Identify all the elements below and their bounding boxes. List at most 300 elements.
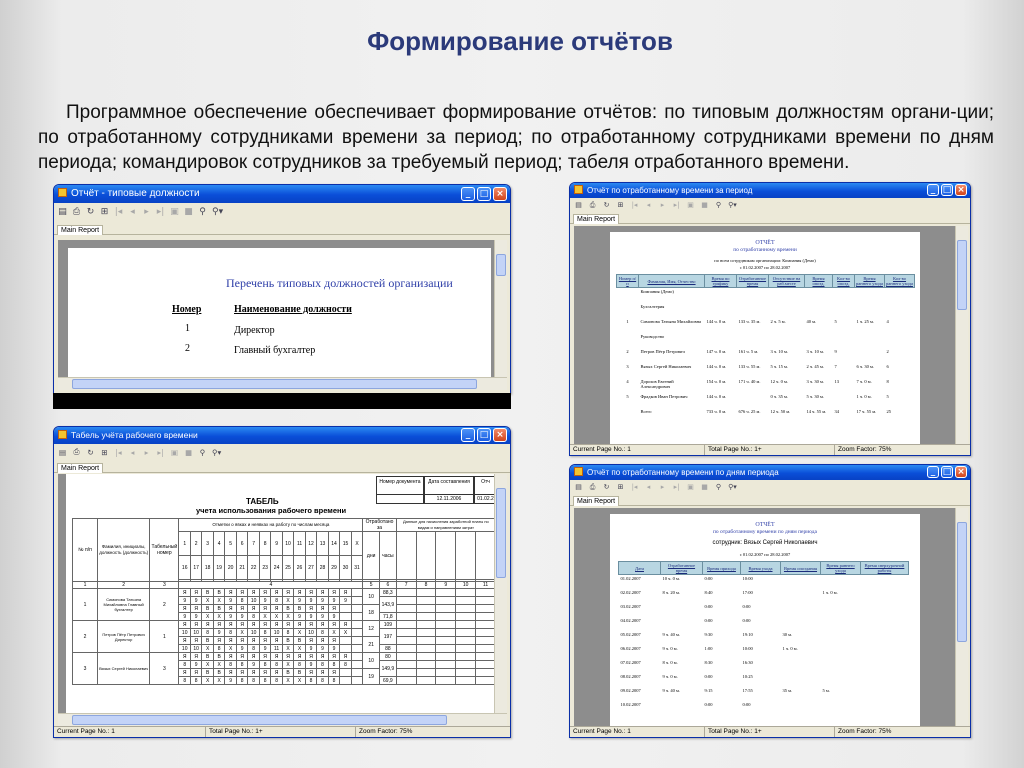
table-cell <box>821 603 861 617</box>
column-header: Время раннего ухода <box>821 562 861 575</box>
table-cell: 03.02.2007 <box>620 603 641 609</box>
day-mark: Я <box>271 637 282 645</box>
day-mark: Х <box>294 629 305 637</box>
day-number: 7 <box>248 532 259 556</box>
column-header: Кол-во раннего ухода <box>886 276 913 286</box>
timesheet-person-row <box>73 589 496 597</box>
table-cell: 10:00 <box>742 576 753 581</box>
day-mark: Я <box>305 637 316 645</box>
hours-worked: 88 <box>380 645 397 653</box>
goto-page-icon[interactable]: ▣ <box>687 201 694 209</box>
data-cell <box>436 621 456 629</box>
print-icon[interactable]: ⎙ <box>72 207 81 217</box>
column-header: Отработанное время <box>737 275 769 288</box>
day-mark: В <box>213 605 224 613</box>
vertical-scrollbar[interactable] <box>955 508 968 726</box>
scrollbar-thumb[interactable] <box>496 254 506 276</box>
day-mark: Я <box>317 589 328 597</box>
goto-page-icon[interactable]: ▣ <box>170 447 179 457</box>
table-cell: 5 ч. 15 м. <box>770 363 788 369</box>
data-cell <box>396 645 416 653</box>
day-mark: В <box>202 669 213 677</box>
refresh-icon[interactable]: ↻ <box>603 201 610 209</box>
day-mark: 10 <box>248 629 259 637</box>
report-scope: по всем сотрудникам организации: Компания (Демо) <box>714 258 816 263</box>
period-table-body <box>617 288 915 423</box>
horizontal-scrollbar[interactable] <box>58 377 507 390</box>
horizontal-scrollbar[interactable] <box>58 713 507 726</box>
day-mark: 9 <box>225 597 236 605</box>
table-cell <box>861 673 909 687</box>
next-page-icon[interactable]: ▸ <box>144 447 149 457</box>
table-cell: 0:00 <box>742 603 751 609</box>
close-button[interactable]: × <box>955 466 967 478</box>
data-cell <box>416 645 436 653</box>
print-icon[interactable]: ⎙ <box>589 482 596 491</box>
column-header-days: дни <box>363 532 380 580</box>
column-header-number: Номер <box>172 304 202 315</box>
export-icon[interactable]: ▤ <box>58 207 67 217</box>
day-mark: 10 <box>271 629 282 637</box>
table-cell: 1:00 <box>704 645 713 651</box>
table-cell: 35 м. <box>782 687 793 693</box>
doc-extra-label: Отч <box>475 477 496 495</box>
goto-page-icon[interactable]: ▣ <box>687 483 694 491</box>
window-period-report <box>569 182 971 456</box>
table-cell: 3 ч. 30 м. <box>806 378 824 384</box>
tree-icon[interactable]: ⊞ <box>101 447 108 457</box>
export-icon[interactable]: ▤ <box>575 201 582 209</box>
window-title: Табель учёта рабочего времени <box>71 430 198 440</box>
table-cell <box>705 288 737 303</box>
hours-worked: 80 <box>380 653 397 661</box>
column-header-name: Фамилия, инициалы, должность (должность) <box>98 519 150 582</box>
day-number: 8 <box>259 532 270 556</box>
scrollbar-thumb[interactable] <box>957 240 967 310</box>
day-mark: Х <box>294 645 305 653</box>
status-zoom: Zoom Factor: 75% <box>359 728 413 735</box>
table-row <box>617 318 915 333</box>
day-mark: Я <box>248 621 259 629</box>
report-toolbar <box>54 444 510 460</box>
day-mark <box>340 677 351 685</box>
person-tab-number: 3 <box>150 653 179 685</box>
table-cell <box>805 303 833 318</box>
table-cell: 144 ч. 0 м. <box>706 363 727 369</box>
last-page-icon[interactable]: ▸| <box>157 447 164 457</box>
table-cell <box>861 617 909 631</box>
first-page-icon[interactable]: |◂ <box>115 447 122 457</box>
table-row <box>619 673 909 687</box>
print-icon[interactable]: ⎙ <box>589 200 596 209</box>
column-number: 7 <box>396 582 416 589</box>
maximize-button[interactable]: □ <box>477 428 491 442</box>
table-cell <box>861 701 909 715</box>
form-title: ТАБЕЛЬ <box>246 497 279 506</box>
day-mark: В <box>213 653 224 661</box>
table-row <box>617 303 915 318</box>
vertical-scrollbar[interactable] <box>494 474 507 713</box>
table-cell: 02.02.2007 <box>620 589 641 595</box>
data-cell <box>476 629 496 637</box>
day-mark: Х <box>282 645 293 653</box>
export-icon[interactable]: ▤ <box>58 447 67 457</box>
table-cell <box>617 408 639 423</box>
table-cell <box>855 333 885 348</box>
day-mark: 9 <box>225 613 236 621</box>
table-cell: 0 ч. 35 м. <box>770 393 788 399</box>
table-cell: 19:10 <box>742 631 753 637</box>
table-cell <box>885 303 915 318</box>
day-mark: 8 <box>340 661 351 669</box>
report-page <box>68 248 491 378</box>
table-cell: 5 <box>834 318 837 324</box>
table-row <box>619 589 909 603</box>
data-cell <box>476 653 496 661</box>
table-cell: 676 ч. 25 м. <box>738 408 761 414</box>
table-cell: 8:40 <box>704 589 713 595</box>
day-mark: 8 <box>236 597 247 605</box>
data-cell <box>456 621 476 629</box>
table-cell <box>661 603 703 617</box>
day-mark: 9 <box>190 661 201 669</box>
next-page-icon[interactable]: ▸ <box>144 207 149 217</box>
minimize-button[interactable]: _ <box>461 428 475 442</box>
day-mark: Я <box>282 653 293 661</box>
table-cell: 8 <box>886 378 889 384</box>
day-mark <box>351 669 363 677</box>
status-bar <box>570 444 970 455</box>
data-cell <box>476 621 496 629</box>
row-name: Директор <box>234 325 275 336</box>
table-cell: 7 ч. 0 м. <box>856 378 872 384</box>
column-header: Фамилия, Имя, Отчество <box>639 275 705 288</box>
day-mark: В <box>202 605 213 613</box>
day-mark: 10 <box>179 645 190 653</box>
day-mark: 9 <box>259 645 270 653</box>
day-mark: Х <box>202 645 213 653</box>
day-number: 16 <box>179 556 190 580</box>
day-mark: Х <box>202 613 213 621</box>
day-mark: Я <box>317 637 328 645</box>
person-name: Симонова Татьяна Михайловна Главный бухгалтер <box>98 589 150 621</box>
day-mark: 8 <box>179 677 190 685</box>
data-cell <box>456 661 476 669</box>
table-cell: 9:15 <box>704 687 713 693</box>
tab-main-report[interactable]: Main Report <box>573 496 619 506</box>
day-mark: 9 <box>328 597 339 605</box>
close-button[interactable]: × <box>493 187 507 201</box>
data-cell <box>416 677 436 685</box>
last-page-icon[interactable]: ▸| <box>156 207 165 217</box>
table-cell: 5 ч. 30 м. <box>806 393 824 399</box>
first-page-icon[interactable]: |◂ <box>631 201 638 209</box>
next-page-icon[interactable]: ▸ <box>660 201 665 209</box>
tree-icon[interactable]: ⊞ <box>617 201 624 209</box>
prev-page-icon[interactable]: ◂ <box>130 447 135 457</box>
close-button[interactable]: × <box>493 428 507 442</box>
data-cell <box>456 653 476 661</box>
data-cell <box>396 597 416 605</box>
table-cell: 144 ч. 0 м. <box>706 318 727 324</box>
day-mark: Х <box>282 597 293 605</box>
table-cell: 17 ч. 55 м. <box>856 408 877 414</box>
column-number: 3 <box>150 582 179 589</box>
data-cell <box>436 597 456 605</box>
day-number: 5 <box>225 532 236 556</box>
scrollbar-thumb[interactable] <box>496 488 506 578</box>
zoom-icon[interactable]: ⚲▾ <box>212 207 224 217</box>
day-number: 25 <box>282 556 293 580</box>
stop-icon[interactable]: ■ <box>701 201 708 209</box>
search-icon[interactable]: ⚲ <box>715 483 722 491</box>
table-cell <box>821 659 861 673</box>
search-icon[interactable]: ⚲ <box>715 201 722 209</box>
day-mark: Я <box>282 621 293 629</box>
day-number: 22 <box>248 556 259 580</box>
window-title: Отчёт - типовые должности <box>71 188 200 199</box>
table-row <box>617 348 915 363</box>
table-cell: Бухгалтерия <box>640 303 665 309</box>
day-mark: Я <box>225 621 236 629</box>
day-mark: Х <box>236 629 247 637</box>
day-number: 10 <box>282 532 293 556</box>
day-mark: Я <box>305 653 316 661</box>
tree-icon[interactable]: ⊞ <box>100 207 109 217</box>
column-header: Время ухода <box>741 562 781 575</box>
window-titlebar[interactable] <box>570 183 970 198</box>
export-icon[interactable]: ▤ <box>575 483 582 491</box>
maximize-button[interactable]: □ <box>942 184 952 195</box>
scrollbar-thumb[interactable] <box>72 715 447 725</box>
refresh-icon[interactable]: ↻ <box>603 483 610 491</box>
data-cell <box>396 605 416 613</box>
maximize-button[interactable]: □ <box>942 466 952 477</box>
day-mark: Я <box>328 589 339 597</box>
window-titlebar[interactable] <box>54 185 510 203</box>
table-cell <box>833 303 855 318</box>
data-cell <box>416 637 436 645</box>
tree-icon[interactable]: ⊞ <box>617 483 624 491</box>
vertical-scrollbar[interactable] <box>494 240 507 377</box>
zoom-icon[interactable]: ⚲▾ <box>728 483 737 491</box>
tab-main-report[interactable]: Main Report <box>57 225 103 235</box>
data-cell <box>416 629 436 637</box>
day-mark: 8 <box>259 661 270 669</box>
scrollbar-thumb[interactable] <box>72 379 477 389</box>
table-cell <box>781 603 821 617</box>
day-mark: 8 <box>179 661 190 669</box>
day-mark: 8 <box>213 645 224 653</box>
hours-worked: 88,3 <box>380 589 397 597</box>
app-icon <box>58 188 67 197</box>
timesheet-table <box>72 518 496 685</box>
doc-date: 12.11.2006 <box>436 496 462 502</box>
table-cell: 147 ч. 0 м. <box>706 348 727 354</box>
hours-total: 149,9 <box>380 661 397 677</box>
data-cell <box>436 669 456 677</box>
last-page-icon[interactable]: ▸| <box>673 483 680 491</box>
first-page-icon[interactable]: |◂ <box>631 483 638 491</box>
report-period: с 01.02.2007 по 28.02.2007 <box>739 552 791 557</box>
hours-total: 197 <box>380 629 397 645</box>
day-number: 21 <box>236 556 247 580</box>
day-mark: 10 <box>190 629 201 637</box>
column-header-hours: часы <box>380 532 397 580</box>
day-mark: 8 <box>317 661 328 669</box>
table-row <box>619 631 909 645</box>
day-mark: 10 <box>179 629 190 637</box>
zoom-icon[interactable]: ⚲▾ <box>212 447 222 457</box>
table-cell <box>617 333 639 348</box>
table-cell: 12 ч. 50 м. <box>770 408 791 414</box>
row-number: 1 <box>185 323 190 334</box>
data-cell <box>476 597 496 605</box>
minimize-button[interactable]: _ <box>461 187 475 201</box>
day-mark: 9 <box>259 597 270 605</box>
first-page-icon[interactable]: |◂ <box>114 207 123 217</box>
table-cell: 0:00 <box>704 603 713 609</box>
status-current-page: Current Page No.: 1 <box>54 727 206 737</box>
refresh-icon[interactable]: ↻ <box>86 207 95 217</box>
print-icon[interactable]: ⎙ <box>73 447 80 456</box>
table-cell <box>833 393 855 408</box>
data-cell <box>436 653 456 661</box>
stop-icon[interactable]: ■ <box>701 483 708 491</box>
close-button[interactable]: × <box>955 184 967 196</box>
day-mark: В <box>202 637 213 645</box>
day-mark: Я <box>190 605 201 613</box>
status-zoom: Zoom Factor: 75% <box>838 728 892 735</box>
row-name: Главный бухгалтер <box>234 345 316 356</box>
table-cell: Фрадков Иван Петрович <box>640 393 688 399</box>
data-subheader <box>476 532 496 580</box>
table-cell <box>885 333 915 348</box>
day-mark: Я <box>271 605 282 613</box>
last-page-icon[interactable]: ▸| <box>673 201 680 209</box>
day-mark: 9 <box>213 629 224 637</box>
data-cell <box>416 661 436 669</box>
column-header: Отработанное время <box>661 562 703 575</box>
stop-icon[interactable]: ■ <box>184 447 193 457</box>
next-page-icon[interactable]: ▸ <box>660 483 665 491</box>
tab-main-report[interactable]: Main Report <box>57 463 103 473</box>
day-mark: Я <box>248 637 259 645</box>
table-cell: 9 ч. 40 м. <box>662 687 680 693</box>
window-timesheet <box>53 426 511 738</box>
day-mark: Я <box>225 589 236 597</box>
day-mark: Я <box>190 653 201 661</box>
table-cell <box>617 288 639 303</box>
data-subheader <box>456 532 476 580</box>
day-mark: Я <box>271 653 282 661</box>
day-mark: Х <box>282 613 293 621</box>
day-number: 27 <box>305 556 316 580</box>
day-mark: Х <box>213 677 224 685</box>
table-cell: 08.02.2007 <box>620 673 641 679</box>
prev-page-icon[interactable]: ◂ <box>130 207 135 217</box>
status-current-page: Current Page No.: 1 <box>570 445 705 455</box>
data-cell <box>396 653 416 661</box>
day-mark <box>340 669 351 677</box>
day-number: 2 <box>190 532 201 556</box>
day-mark: 9 <box>179 597 190 605</box>
day-mark: 8 <box>236 677 247 685</box>
table-cell: Петров Пётр Петрович <box>640 348 685 354</box>
table-row <box>619 687 909 701</box>
doc-date-label: Дата составления <box>425 477 473 495</box>
refresh-icon[interactable]: ↻ <box>87 447 94 457</box>
day-mark: Я <box>294 653 305 661</box>
minimize-button[interactable]: _ <box>927 184 939 196</box>
day-mark: Х <box>213 597 224 605</box>
data-cell <box>456 597 476 605</box>
search-icon[interactable]: ⚲ <box>199 447 206 457</box>
prev-page-icon[interactable]: ◂ <box>646 483 651 491</box>
table-row <box>617 378 915 393</box>
table-cell: Вязых Сергей Николаевич <box>640 363 692 369</box>
zoom-icon[interactable]: ⚲▾ <box>728 201 737 209</box>
vertical-scrollbar[interactable] <box>955 226 968 444</box>
report-page <box>610 232 920 444</box>
day-mark: 9 <box>328 645 339 653</box>
day-mark: Я <box>190 669 201 677</box>
day-number: 13 <box>317 532 328 556</box>
table-cell: 0:00 <box>704 576 713 581</box>
maximize-button[interactable]: □ <box>477 187 491 201</box>
table-cell: 8 ч. 20 м. <box>662 589 680 595</box>
day-mark: 9 <box>248 661 259 669</box>
day-mark: Х <box>213 613 224 621</box>
day-mark: Я <box>259 589 270 597</box>
day-number: 28 <box>317 556 328 580</box>
table-cell: 3 ч. 10 м. <box>770 348 788 354</box>
day-mark: Я <box>259 621 270 629</box>
goto-page-icon[interactable]: ▣ <box>170 207 179 217</box>
prev-page-icon[interactable]: ◂ <box>646 201 651 209</box>
window-titlebar[interactable] <box>54 427 510 444</box>
scrollbar-thumb[interactable] <box>957 522 967 642</box>
stop-icon[interactable]: ■ <box>184 207 193 217</box>
day-mark: Я <box>340 621 351 629</box>
app-icon <box>58 430 67 439</box>
search-icon[interactable]: ⚲ <box>199 207 206 217</box>
table-cell: 0:00 <box>704 673 713 679</box>
tab-main-report[interactable]: Main Report <box>573 214 619 224</box>
day-number: X <box>351 532 363 556</box>
day-mark: 8 <box>190 677 201 685</box>
data-cell <box>476 637 496 645</box>
data-cell <box>436 645 456 653</box>
table-cell <box>781 659 821 673</box>
doc-number-box <box>376 476 424 504</box>
column-header: Время сверхурочной работы <box>861 562 909 575</box>
table-cell: 2 ч. 5 м. <box>770 318 786 324</box>
minimize-button[interactable]: _ <box>927 466 939 478</box>
day-mark: В <box>213 589 224 597</box>
column-header: Время по графику <box>705 275 737 288</box>
period-table-header <box>617 275 915 288</box>
day-mark: Я <box>179 637 190 645</box>
table-cell <box>861 645 909 659</box>
window-positions-report <box>53 184 511 394</box>
table-cell: 13 <box>834 378 839 384</box>
daily-table-body <box>619 575 909 715</box>
day-mark: Я <box>190 621 201 629</box>
table-cell <box>885 288 915 303</box>
day-mark: Х <box>202 597 213 605</box>
window-titlebar[interactable] <box>570 465 970 480</box>
